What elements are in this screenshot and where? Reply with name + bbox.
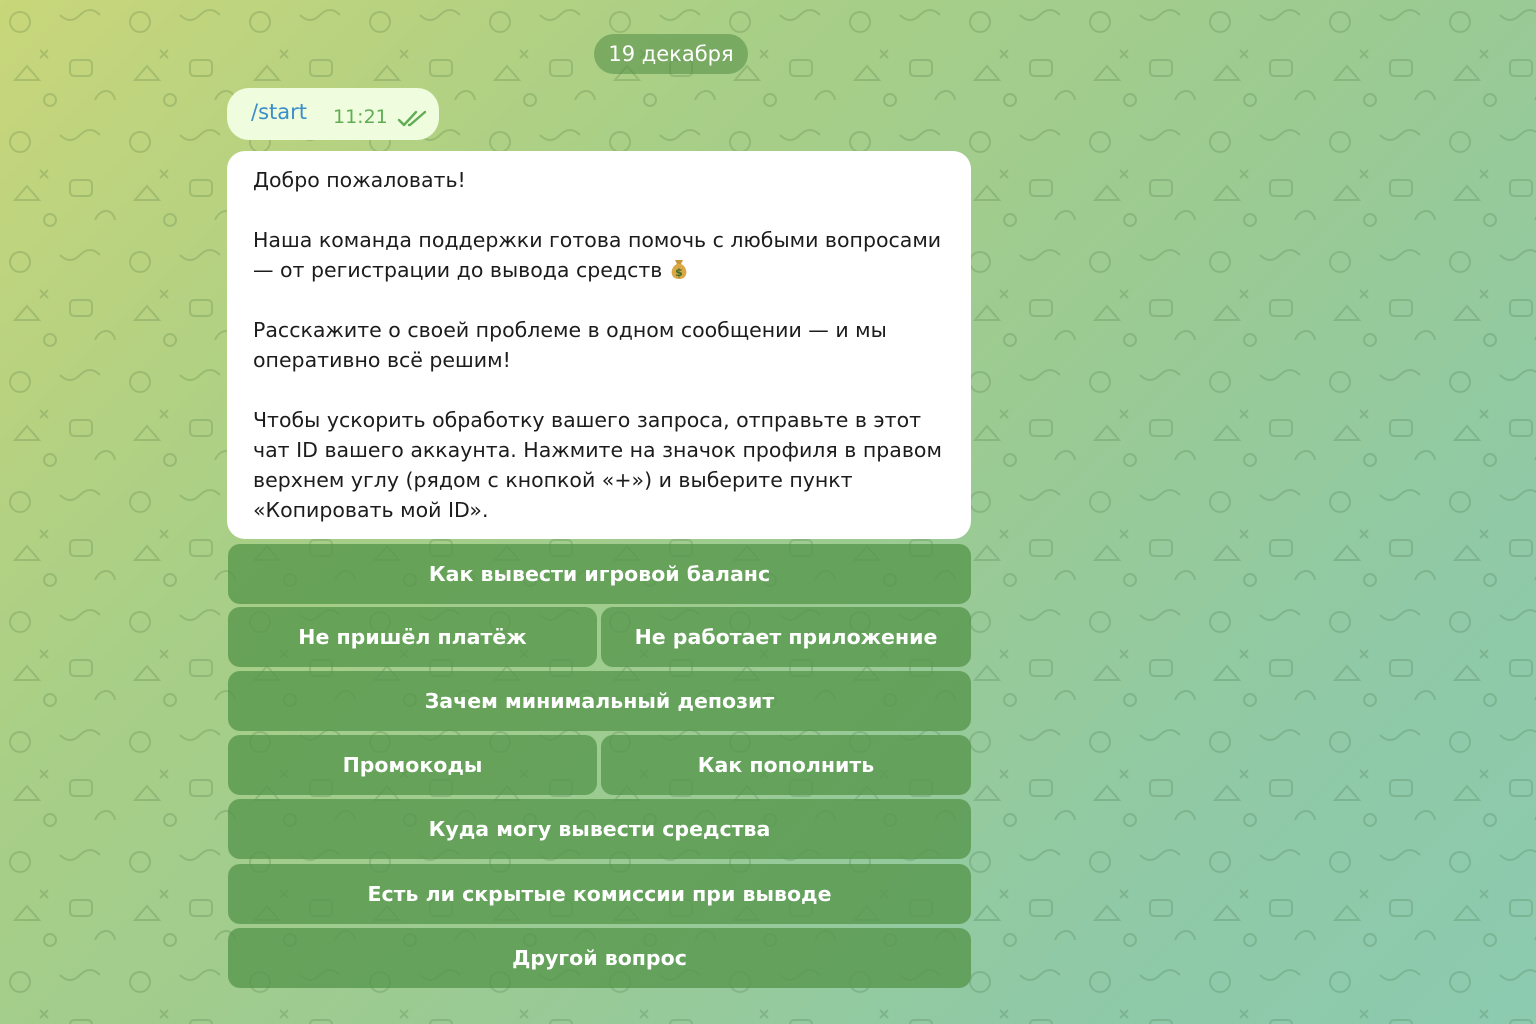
support-paragraph [253, 225, 947, 285]
outgoing-message-bubble[interactable] [227, 88, 439, 140]
payment-missing-button[interactable]: Не пришёл платёж [228, 607, 597, 667]
support-paragraph-text: Наша команда поддержки готова помочь с любыми вопросами — от регистрации до вывода средств [253, 228, 942, 282]
other-question-button[interactable]: Другой вопрос [228, 928, 971, 988]
min-deposit-button[interactable]: Зачем минимальный депозит [228, 671, 971, 731]
bot-welcome-message [227, 151, 971, 539]
account-id-paragraph: Чтобы ускорить обработку вашего запроса, отправьте в этот чат ID вашего аккаунта. Нажмите на значок профиля в правом верхнем углу (рядом с кнопкой «+») и выберите пункт «Копировать мой ID». [253, 408, 942, 522]
svg-text:$: $ [675, 266, 684, 279]
hidden-fees-button[interactable]: Есть ли скрытые комиссии при выводе [228, 864, 971, 924]
greeting-text: Добро пожаловать! [253, 168, 466, 192]
message-time: 11:21 [333, 106, 388, 128]
money-bag-icon [668, 257, 690, 281]
problem-paragraph: Расскажите о своей проблеме в одном сообщении — и мы оперативно всё решим! [253, 318, 887, 372]
double-check-icon [397, 110, 429, 128]
withdraw-balance-button[interactable]: Как вывести игровой баланс [228, 544, 971, 604]
promo-codes-button[interactable]: Промокоды [228, 735, 597, 795]
date-separator: 19 декабря [594, 34, 748, 74]
start-command-text[interactable]: /start [251, 100, 307, 124]
how-to-top-up-button[interactable]: Как пополнить [601, 735, 971, 795]
app-not-working-button[interactable]: Не работает приложение [601, 607, 971, 667]
where-withdraw-button[interactable]: Куда могу вывести средства [228, 799, 971, 859]
